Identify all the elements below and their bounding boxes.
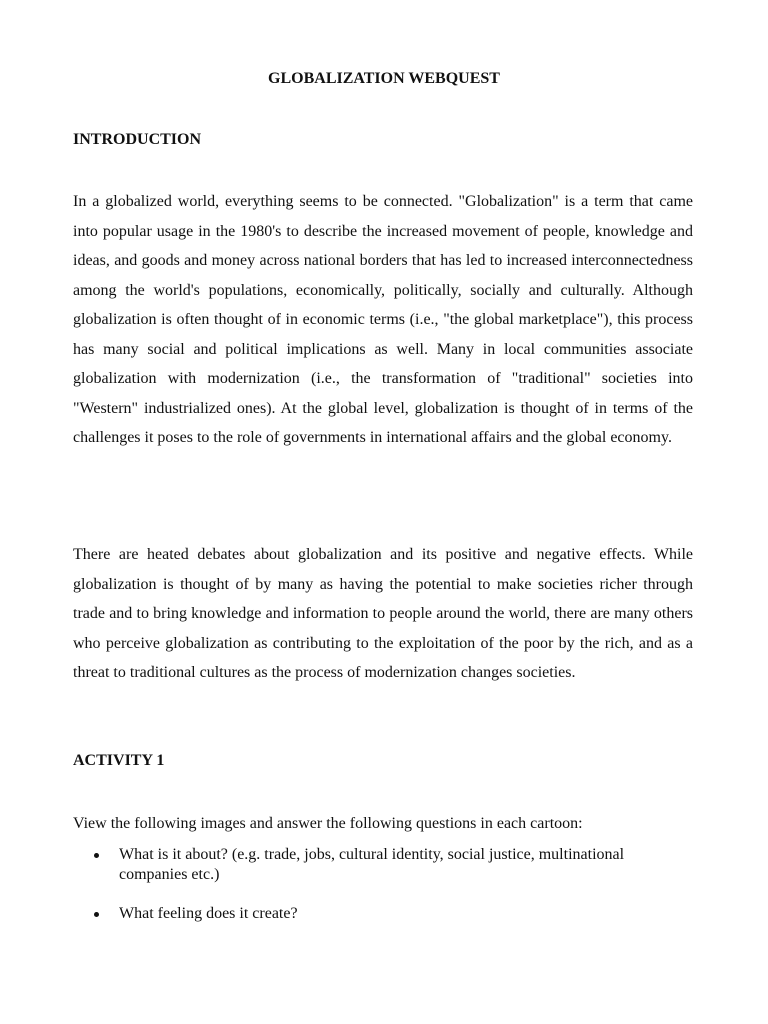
bullet-icon xyxy=(94,912,99,917)
activity-1-instructions: View the following images and answer the following questions in each cartoon: xyxy=(73,815,583,832)
question-text: What is it about? (e.g. trade, jobs, cultural identity, social justice, multinational companies etc.) xyxy=(119,846,625,883)
question-text: What feeling does it create? xyxy=(119,905,298,922)
document-title: GLOBALIZATION WEBQUEST xyxy=(268,70,500,87)
list-item xyxy=(73,845,693,885)
introduction-paragraph-1: In a globalized world, everything seems to be connected. "Globalization" is a term that came into popular usage in the 1980's to describe the increased movement of people, knowledge and ideas, and goods and money across national borders that has led to increased interconnectedness among the world's populations, economically, politically, socially and culturally. Although globalization is often thought of in economic terms (i.e., "the global marketplace"), this process has many social and political implications as well. Many in local communities associate globalization with modernization (i.e., the transformation of "traditional" societies into "Western" industrialized ones). At the global level, globalization is thought of in terms of the challenges it poses to the role of governments in international affairs and the global economy. xyxy=(73,193,693,446)
introduction-heading: INTRODUCTION xyxy=(73,131,202,148)
activity-1-heading: ACTIVITY 1 xyxy=(73,752,165,769)
bullet-icon xyxy=(94,853,99,858)
introduction-paragraph-2: There are heated debates about globalization and its positive and negative effects. While globalization is thought of by many as having the potential to make societies richer through trade and to bring knowledge and information to people around the world, there are many others who perceive globalization as contributing to the exploitation of the poor by the rich, and as a threat to traditional cultures as the process of modernization changes societies. xyxy=(73,546,693,681)
list-item xyxy=(73,904,693,924)
activity-1-question-list xyxy=(73,845,693,943)
